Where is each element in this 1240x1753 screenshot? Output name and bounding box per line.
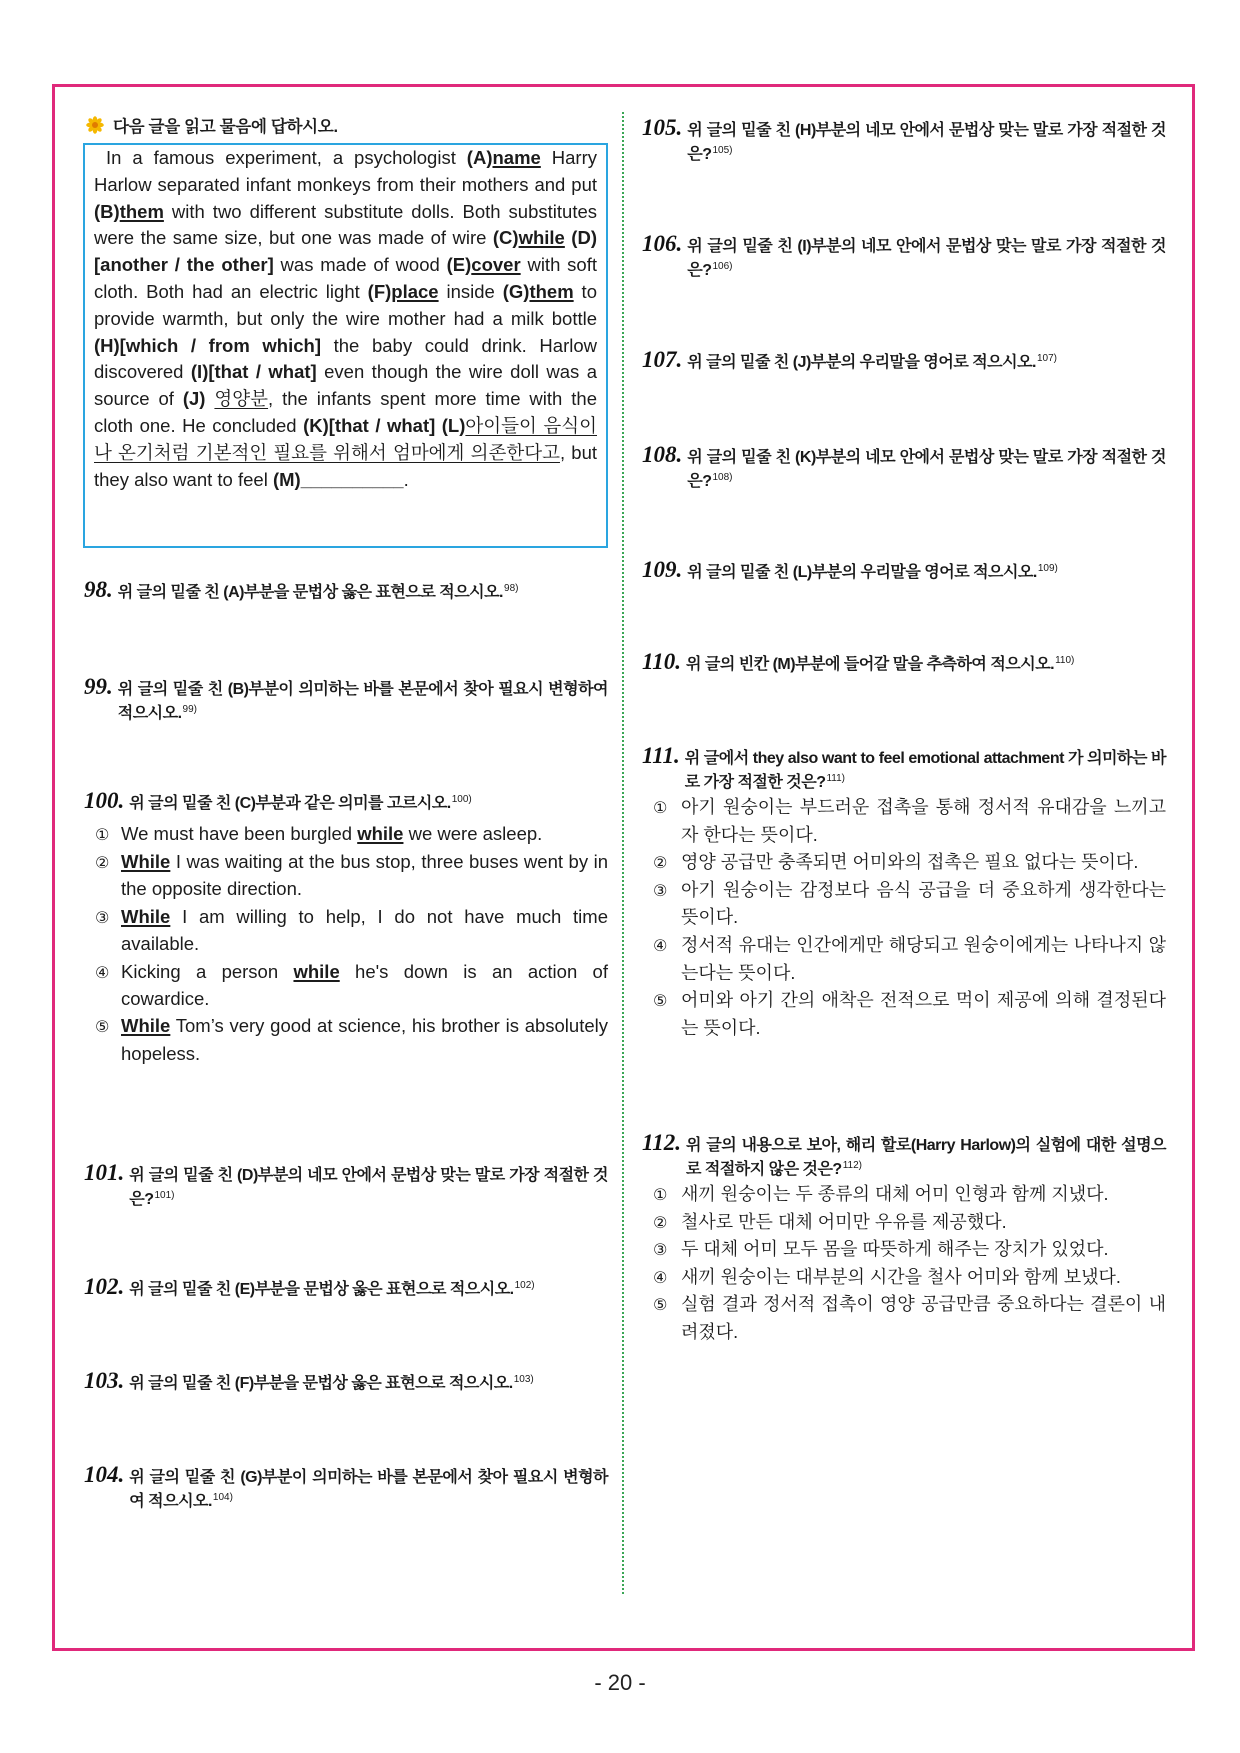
- choice-keyword: While: [121, 1015, 171, 1037]
- passage-marker-f: (F): [367, 280, 392, 302]
- choice-text: [121, 1012, 608, 1067]
- question-111: [642, 744, 1166, 1042]
- question-prompt: 위 글의 밑줄 친 (H)부분의 네모 안에서 문법상 맞는 말로 가장 적절한 것은?: [687, 122, 1166, 163]
- passage-marker-e: (E): [446, 254, 472, 276]
- instruction: [86, 114, 338, 136]
- question-number: 106.: [642, 231, 683, 256]
- question-number: 110.: [642, 649, 681, 674]
- answer-choices: [642, 794, 1166, 1042]
- choice-number: ③: [95, 907, 110, 927]
- choice-2: [642, 849, 1166, 877]
- question-text: [687, 235, 1166, 282]
- choice-text: 철사로 만든 대체 어미만 우유를 제공했다.: [681, 1211, 1007, 1232]
- passage-text: to provide warmth, but only the wire mother had a milk bottle: [94, 280, 597, 329]
- question-stem: [642, 443, 1166, 493]
- question-stem: [84, 675, 608, 725]
- instruction-text: 다음 글을 읽고 물음에 답하시오.: [113, 118, 338, 136]
- question-prompt: 위 글의 밑줄 친 (J)부분의 우리말을 영어로 적으시오.: [687, 354, 1036, 371]
- question-text: [129, 1278, 608, 1302]
- passage-choice-k: (K)[that / what]: [303, 414, 442, 436]
- question-stem: [84, 789, 608, 816]
- question-number: 98.: [84, 577, 113, 602]
- choice-5: [642, 987, 1166, 1042]
- choice-number: ③: [653, 880, 668, 900]
- question-text: [687, 119, 1166, 166]
- question-stem: [642, 232, 1166, 282]
- question-number: 111.: [642, 743, 680, 768]
- question-number: 101.: [84, 1160, 125, 1185]
- flower-icon: [86, 116, 104, 134]
- choice-text-after: he's down is an action of cowardice.: [121, 960, 608, 1009]
- choice-number: ④: [95, 962, 110, 982]
- question-104: [84, 1463, 608, 1513]
- choice-text: 새끼 원숭이는 대부분의 시간을 철사 어미와 함께 보냈다.: [681, 1266, 1121, 1287]
- choice-4: [642, 932, 1166, 987]
- question-number: 112.: [642, 1130, 681, 1155]
- choice-keyword: While: [121, 850, 171, 872]
- choice-text: 정서적 유대는 인간에게만 해당되고 원숭이에게는 나타나지 않는다는 뜻이다.: [681, 934, 1166, 983]
- passage-marker-g: (G): [502, 280, 530, 302]
- passage-target-b: them: [119, 200, 164, 222]
- passage-marker-c: (C): [492, 227, 519, 249]
- choice-number: ④: [653, 935, 668, 955]
- choice-5: [642, 1291, 1166, 1346]
- question-109: [642, 558, 1166, 585]
- passage-target-g: them: [529, 280, 574, 302]
- passage-choice-i: (I)[that / what]: [190, 361, 317, 383]
- passage-target-f: place: [391, 280, 439, 302]
- choice-number: ①: [653, 1185, 668, 1204]
- footnote-ref: 109): [1037, 563, 1058, 574]
- question-prompt: 위 글의 밑줄 친 (F)부분을 문법상 옳은 표현으로 적으시오.: [129, 1375, 513, 1392]
- passage-text: Harry Harlow separated infant monkeys from their mothers and put: [94, 147, 597, 195]
- reading-passage: [83, 143, 608, 548]
- choice-text: 어미와 아기 간의 애착은 전적으로 먹이 제공에 의해 결정된다는 뜻이다.: [681, 990, 1166, 1038]
- question-stem: [642, 650, 1166, 677]
- footnote-ref: 101): [154, 1189, 175, 1201]
- question-stem: [642, 116, 1166, 166]
- choice-text-after: I am willing to help, I do not have much time available.: [121, 905, 608, 955]
- question-112: [642, 1131, 1166, 1347]
- footnote-ref: 100): [451, 794, 472, 805]
- choice-number: ②: [653, 1212, 668, 1232]
- question-110: [642, 650, 1166, 677]
- question-prompt: 위 글의 밑줄 친 (D)부분의 네모 안에서 문법상 맞는 말로 가장 적절한 것은?: [129, 1167, 608, 1208]
- choice-text: [121, 903, 608, 958]
- question-100: [84, 789, 608, 1067]
- passage-text: In a famous experiment, a psychologist: [106, 147, 467, 168]
- question-number: 100.: [84, 788, 125, 813]
- question-stem: [642, 558, 1166, 585]
- question-number: 108.: [642, 442, 683, 467]
- choice-number: ⑤: [653, 1295, 668, 1315]
- question-prompt: 위 글의 밑줄 친 (I)부분의 네모 안에서 문법상 맞는 말로 가장 적절한 것은?: [687, 238, 1166, 279]
- question-number: 107.: [642, 347, 683, 372]
- passage-target-e: cover: [471, 254, 521, 276]
- passage-text: with two different substitute dolls. Both substitutes were the same size, but one was made of wire: [94, 200, 597, 249]
- passage-marker-b: (B): [94, 200, 120, 222]
- choice-number: ②: [653, 853, 668, 873]
- question-number: 109.: [642, 557, 683, 582]
- question-prompt: 위 글의 밑줄 친 (K)부분의 네모 안에서 문법상 맞는 말로 가장 적절한 것은?: [687, 449, 1166, 490]
- question-stem: [642, 744, 1166, 794]
- question-stem: [84, 578, 608, 605]
- choice-text: [121, 820, 608, 847]
- footnote-ref: 112): [842, 1159, 862, 1171]
- choice-3: [642, 877, 1166, 932]
- passage-text: , the infants spent more time with the cloth one. He concluded: [94, 388, 597, 436]
- footnote-ref: 111): [826, 772, 846, 784]
- passage-text: was made of wood: [273, 254, 447, 276]
- choice-keyword: while: [293, 960, 340, 982]
- question-text: [687, 561, 1166, 585]
- question-text: [686, 1134, 1166, 1181]
- choice-4: [84, 958, 608, 1013]
- question-108: [642, 443, 1166, 493]
- passage-text: .: [403, 468, 409, 490]
- question-prompt: 위 글의 밑줄 친 (B)부분이 의미하는 바를 본문에서 찾아 필요시 변형하여 적으시오.: [117, 681, 608, 722]
- question-101: [84, 1161, 608, 1211]
- passage-choice-h: (H)[which / from which]: [94, 334, 321, 356]
- passage-text: with soft cloth. Both had an electric light: [94, 254, 597, 302]
- choice-1: [642, 1181, 1166, 1209]
- choice-text: [121, 848, 608, 903]
- passage-target-l: 아이들이 음식이나 온기처럼 기본적인 필요를 위해서 엄마에게 의존한다고: [94, 414, 597, 463]
- column-divider: [622, 112, 624, 1594]
- passage-choice-d: (D)[another / the other]: [94, 227, 597, 276]
- question-prompt: 위 글의 밑줄 친 (E)부분을 문법상 옳은 표현으로 적으시오.: [129, 1281, 514, 1298]
- choice-3: [642, 1236, 1166, 1264]
- passage-target-j: 영양분: [214, 388, 269, 410]
- choice-number: ③: [653, 1240, 668, 1260]
- question-text: [687, 351, 1166, 375]
- question-text: [686, 653, 1166, 677]
- choice-text: 새끼 원숭이는 두 종류의 대체 어미 인형과 함께 지냈다.: [681, 1184, 1109, 1204]
- question-text: [129, 1164, 608, 1211]
- passage-text: inside: [438, 280, 503, 302]
- choice-number: ②: [95, 852, 110, 872]
- choice-text: 두 대체 어미 모두 몸을 따뜻하게 해주는 장치가 있었다.: [681, 1239, 1109, 1260]
- choice-text: 아기 원숭이는 감정보다 음식 공급을 더 중요하게 생각한다는 뜻이다.: [681, 879, 1166, 928]
- question-text: [118, 678, 608, 725]
- question-prompt: 위 글의 밑줄 친 (G)부분이 의미하는 바를 본문에서 찾아 필요시 변형하여 적으시오.: [129, 1469, 608, 1510]
- choice-text: 아기 원숭이는 부드러운 접촉을 통해 정서적 유대감을 느끼고자 한다는 뜻이다.: [681, 797, 1166, 845]
- choice-4: [642, 1264, 1166, 1292]
- question-number: 105.: [642, 115, 683, 140]
- question-103: [84, 1369, 608, 1396]
- question-102: [84, 1275, 608, 1302]
- footnote-ref: 107): [1037, 353, 1058, 364]
- footnote-ref: 110): [1055, 655, 1075, 666]
- passage-blank-m: __________: [300, 468, 404, 490]
- choice-3: [84, 903, 608, 958]
- question-99: [84, 675, 608, 725]
- question-prompt: 위 글의 내용으로 보아, 해리 할로(Harry Harlow)의 실험에 대한 설명으로 적절하지 않은 것은?: [685, 1137, 1166, 1178]
- choice-number: ④: [653, 1267, 668, 1287]
- choice-text-after: I was waiting at the bus stop, three buses went by in the opposite direction.: [121, 850, 608, 900]
- footnote-ref: 98): [504, 583, 519, 594]
- question-prompt: 위 글의 밑줄 친 (C)부분과 같은 의미를 고르시오.: [129, 795, 451, 812]
- choice-keyword: while: [357, 822, 404, 844]
- question-number: 103.: [84, 1368, 125, 1393]
- question-stem: [84, 1463, 608, 1513]
- footnote-ref: 108): [712, 471, 733, 483]
- question-stem: [84, 1369, 608, 1396]
- choice-text-before: Kicking a person: [121, 960, 294, 982]
- question-stem: [642, 1131, 1166, 1181]
- choice-1: [84, 820, 608, 848]
- question-text: [129, 1466, 608, 1513]
- question-106: [642, 232, 1166, 282]
- footnote-ref: 99): [182, 703, 197, 715]
- choice-number: ⑤: [95, 1017, 110, 1037]
- choice-2: [642, 1209, 1166, 1237]
- choice-text: [121, 958, 608, 1013]
- question-number: 102.: [84, 1274, 125, 1299]
- answer-choices: [84, 820, 608, 1068]
- question-98: [84, 578, 608, 605]
- choice-keyword: While: [121, 905, 171, 927]
- choice-1: [642, 794, 1166, 849]
- question-prompt: 위 글에서 they also want to feel emotional attachment 가 의미하는 바로 가장 적절한 것은?: [684, 750, 1166, 791]
- passage-text: even though the wire doll was a source of: [94, 361, 597, 410]
- question-prompt: 위 글의 밑줄 친 (L)부분의 우리말을 영어로 적으시오.: [687, 564, 1037, 581]
- question-105: [642, 116, 1166, 166]
- question-text: [129, 792, 608, 816]
- question-prompt: 위 글의 빈칸 (M)부분에 들어갈 말을 추측하여 적으시오.: [685, 656, 1055, 673]
- question-prompt: 위 글의 밑줄 친 (A)부분을 문법상 옳은 표현으로 적으시오.: [117, 584, 504, 601]
- choice-text-before: We must have been burgled: [121, 822, 358, 844]
- passage-marker-m: (M): [272, 468, 301, 490]
- question-number: 99.: [84, 674, 113, 699]
- footnote-ref: 102): [514, 1280, 535, 1291]
- passage-marker-a: (A): [466, 147, 493, 168]
- choice-text: 실험 결과 정서적 접촉이 영양 공급만큼 중요하다는 결론이 내려졌다.: [681, 1294, 1166, 1342]
- footnote-ref: 103): [513, 1374, 534, 1385]
- question-text: [687, 446, 1166, 493]
- choice-5: [84, 1012, 608, 1067]
- passage-text: , but they also want to feel: [94, 441, 598, 490]
- question-stem: [642, 348, 1166, 375]
- choice-2: [84, 848, 608, 903]
- passage-target-a: name: [492, 147, 541, 168]
- footnote-ref: 105): [712, 144, 733, 156]
- question-text: [685, 747, 1166, 794]
- passage-marker-j: (J): [182, 388, 215, 410]
- question-text: [118, 581, 608, 605]
- choice-text-after: we were asleep.: [403, 822, 543, 844]
- passage-text: the baby could drink. Harlow discovered: [94, 334, 597, 383]
- footnote-ref: 104): [212, 1491, 233, 1503]
- choice-text: 영양 공급만 충족되면 어미와의 접촉은 필요 없다는 뜻이다.: [681, 852, 1139, 873]
- choice-number: ⑤: [653, 991, 668, 1011]
- choice-text-after: Tom’s very good at science, his brother is absolutely hopeless.: [121, 1015, 608, 1064]
- question-number: 104.: [84, 1462, 125, 1487]
- question-stem: [84, 1161, 608, 1211]
- page-number: - 20 -: [594, 1670, 646, 1695]
- choice-number: ①: [653, 798, 668, 817]
- question-stem: [84, 1275, 608, 1302]
- question-text: [129, 1372, 608, 1396]
- choice-number: ①: [95, 824, 110, 844]
- question-107: [642, 348, 1166, 375]
- passage-target-c: while: [518, 227, 565, 249]
- passage-marker-l: (L): [441, 414, 466, 436]
- footnote-ref: 106): [712, 260, 733, 272]
- answer-choices: [642, 1181, 1166, 1347]
